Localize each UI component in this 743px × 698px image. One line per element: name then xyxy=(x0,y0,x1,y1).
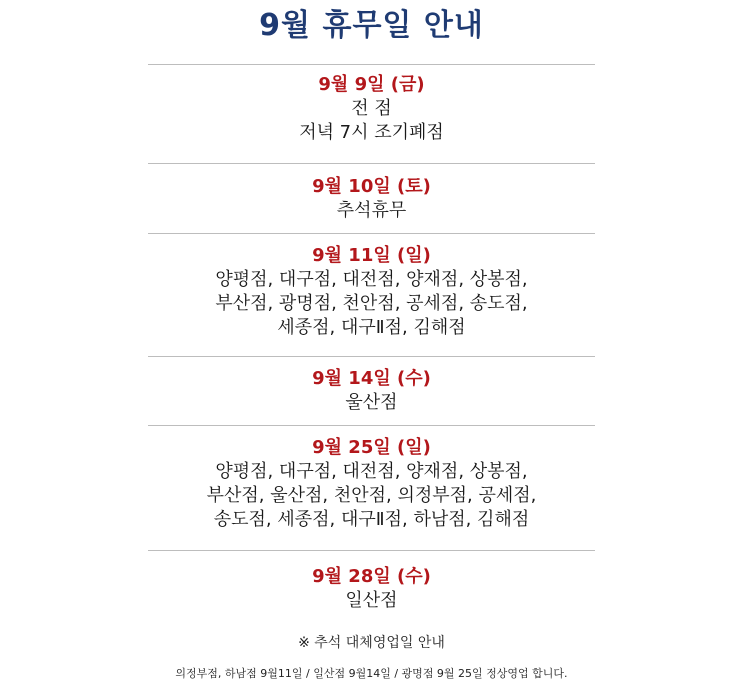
section-line: 양평점, 대구점, 대전점, 양재점, 상봉점, xyxy=(215,269,528,290)
section-sep25 xyxy=(0,436,743,532)
section-sep28 xyxy=(0,565,743,613)
section-line: 세종점, 대구Ⅱ점, 김해점 xyxy=(277,317,466,338)
section-line: 추석휴무 xyxy=(336,200,407,221)
section-line: 울산점 xyxy=(345,392,398,413)
section-date: 9월 9일 (금) xyxy=(318,74,425,95)
section-line: 양평점, 대구점, 대전점, 양재점, 상봉점, xyxy=(215,461,528,482)
section-date: 9월 11일 (일) xyxy=(312,245,431,266)
section-line: 일산점 xyxy=(345,590,398,611)
section-line: 부산점, 광명점, 천안점, 공세점, 송도점, xyxy=(215,293,528,314)
divider xyxy=(148,356,595,357)
section-date: 9월 10일 (토) xyxy=(312,176,431,197)
note-heading: ※ 추석 대체영업일 안내 xyxy=(298,635,445,651)
section-sep14 xyxy=(0,367,743,415)
divider xyxy=(148,425,595,426)
divider xyxy=(148,163,595,164)
page-title: 9월 휴무일 안내 xyxy=(259,8,484,43)
divider xyxy=(148,64,595,65)
divider xyxy=(148,233,595,234)
section-sep10 xyxy=(0,175,743,223)
section-sep11 xyxy=(0,244,743,340)
divider xyxy=(148,550,595,551)
section-line: 부산점, 울산점, 천안점, 의정부점, 공세점, xyxy=(206,485,537,506)
section-date: 9월 25일 (일) xyxy=(312,437,431,458)
section-date: 9월 14일 (수) xyxy=(312,368,431,389)
section-line: 송도점, 세종점, 대구Ⅱ점, 하남점, 김해점 xyxy=(213,509,530,530)
section-date: 9월 28일 (수) xyxy=(312,566,431,587)
note-text: 의정부점, 하남점 9월11일 / 일산점 9월14일 / 광명점 9월 25일 정상영업 합니다. xyxy=(175,667,568,680)
section-line: 저녁 7시 조기폐점 xyxy=(299,122,444,143)
section-sep9 xyxy=(0,73,743,145)
section-line: 전 점 xyxy=(351,98,392,119)
